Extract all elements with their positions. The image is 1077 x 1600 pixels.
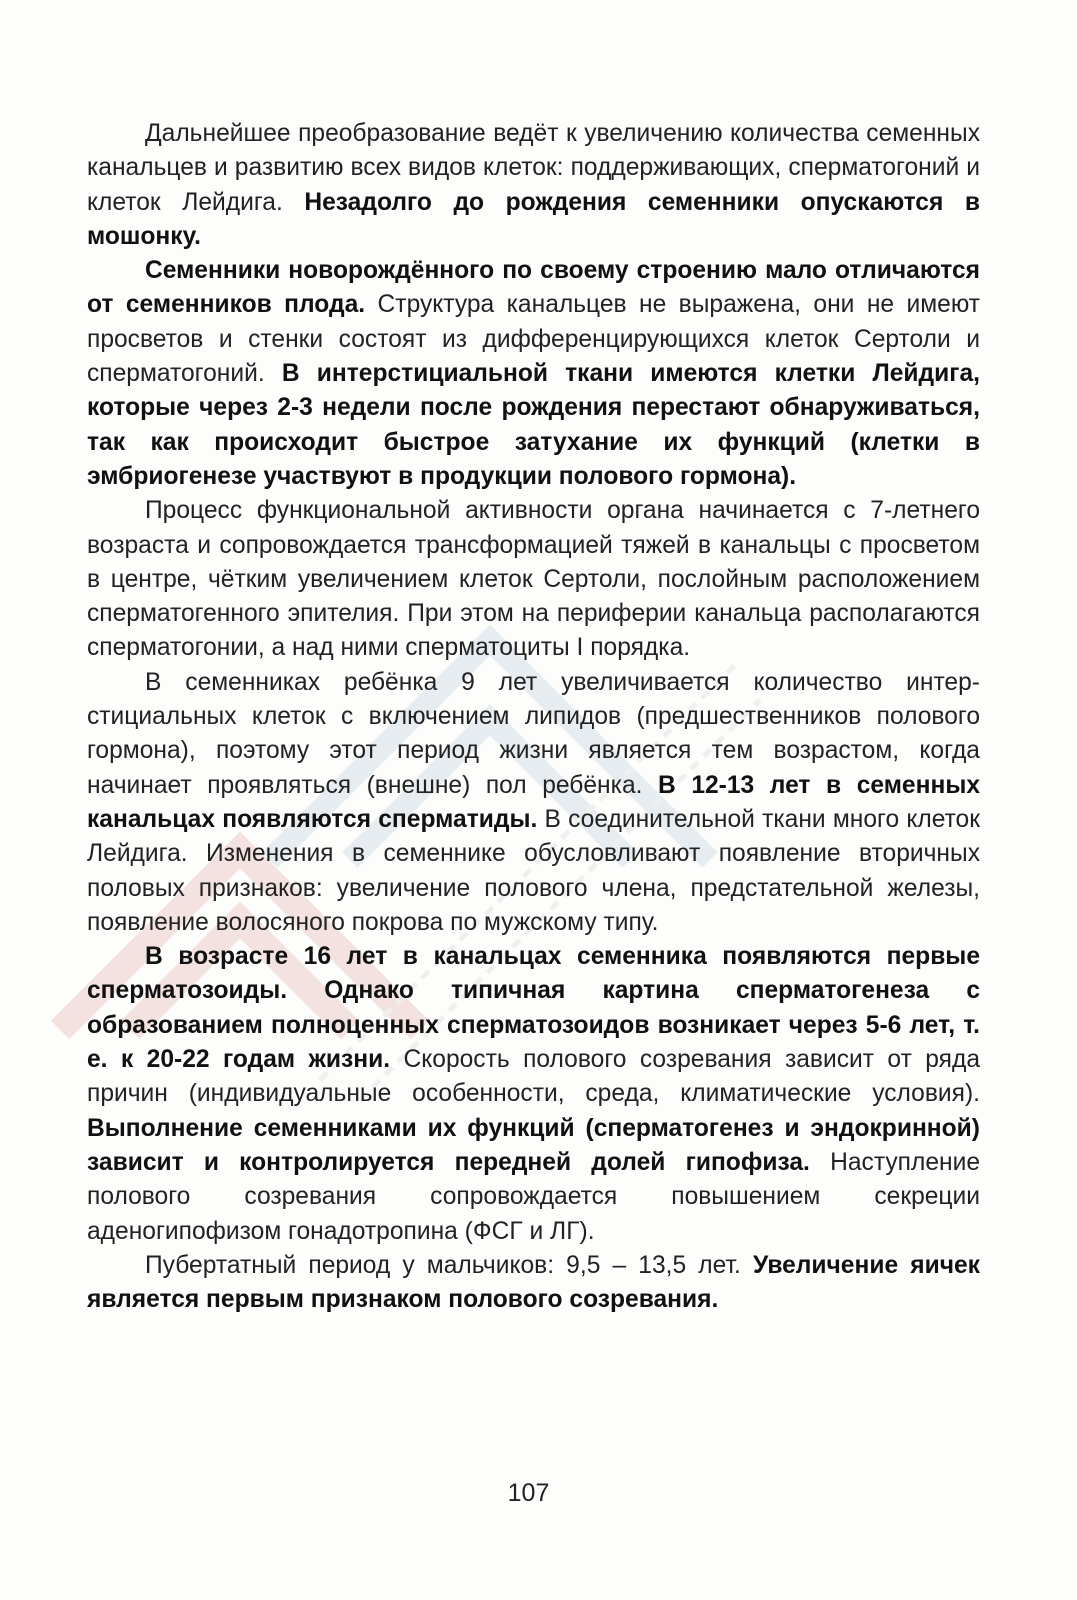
bold-text-segment: В возрасте 16 лет в канальцах семенника появляются первые сперматозоиды. Однако типичная картина сперматогенеза с образованием полноценных сперматозоидов возникает через 5-6 лет, т. е. к 20-22 годам жизни.	[87, 943, 980, 1074]
bold-text-segment: Семенники новорождённого по своему строению мало отличаются от семенников плода.	[87, 257, 980, 319]
text-segment: Структура канальцев не выражена, они не имеют просветов и стенки состоят из дифференцирующихся клеток Сертоли и сперматогоний.	[87, 291, 980, 388]
text-segment: Дальнейшее преобразование ведёт к увеличению количества семенных канальцев и развитию всех видов клеток: поддерживающих, сперматогоний и клеток Лейдига.	[87, 120, 980, 216]
paragraph	[87, 254, 980, 494]
main-text	[87, 117, 980, 1317]
bold-text-segment: В 12-13 лет в семенных канальцах появляются сперматиды.	[87, 771, 980, 833]
paragraph	[87, 940, 980, 1249]
paragraph	[87, 117, 980, 254]
bold-text-segment: Увеличение яичек является первым признаком полового созревания.	[87, 1251, 980, 1314]
paragraph	[87, 494, 980, 665]
text-segment: Наступление полового созревания сопровождается повышением секреции аденогипофизом гонадотропина (ФСГ и ЛГ).	[87, 1148, 980, 1245]
text-segment: Скорость полового созревания зависит от ряда причин (индивидуальные особенности, среда, климатические условия).	[87, 1046, 980, 1108]
text-segment: В семенниках ребёнка 9 лет увеличивается количество интерстициальных клеток с включением липидов (предшественников полового гормона), поэтому этот период жизни является тем возрастом, когда начинает проявляться (внешне) пол ребёнка.	[87, 668, 980, 799]
bold-text-segment: В интерстициальной ткани имеются клетки Лейдига, которые через 2-3 недели после рождения перестают обнаруживаться, так как происходит быстрое затухание их функций (клетки в эмбриогенезе участвуют в продукции полового гормона).	[87, 360, 981, 490]
text-segment: В соединительной ткани много клеток Лейдига. Изменения в семеннике обусловливают появление вторичных половых признаков: увеличение полового члена, предстательной железы, появление волосяного покрова по мужскому типу.	[87, 805, 980, 936]
bold-text-segment: Выполнение семенниками их функций (сперматогенез и эндокринной) зависит и контролируется передней долей гипофиза.	[87, 1114, 980, 1176]
text-segment: Пубертатный период у мальчиков: 9,5 – 13,5 лет.	[145, 1251, 753, 1279]
paragraph	[87, 666, 980, 940]
bold-text-segment: Незадолго до рождения семенники опускаются в мошонку.	[87, 188, 980, 250]
page-number: 107	[507, 1479, 550, 1507]
text-segment: Процесс функциональной активности органа начинается с 7-летнего возраста и сопровождается трансформацией тяжей в канальцы с просветом в центре, чётким увеличением клеток Сертоли, послойным расположением сперматогенного эпителия. При этом на периферии канальца располагаются сперматогонии, а над ними сперматоциты I порядка.	[87, 497, 980, 662]
paragraph	[87, 1249, 980, 1318]
